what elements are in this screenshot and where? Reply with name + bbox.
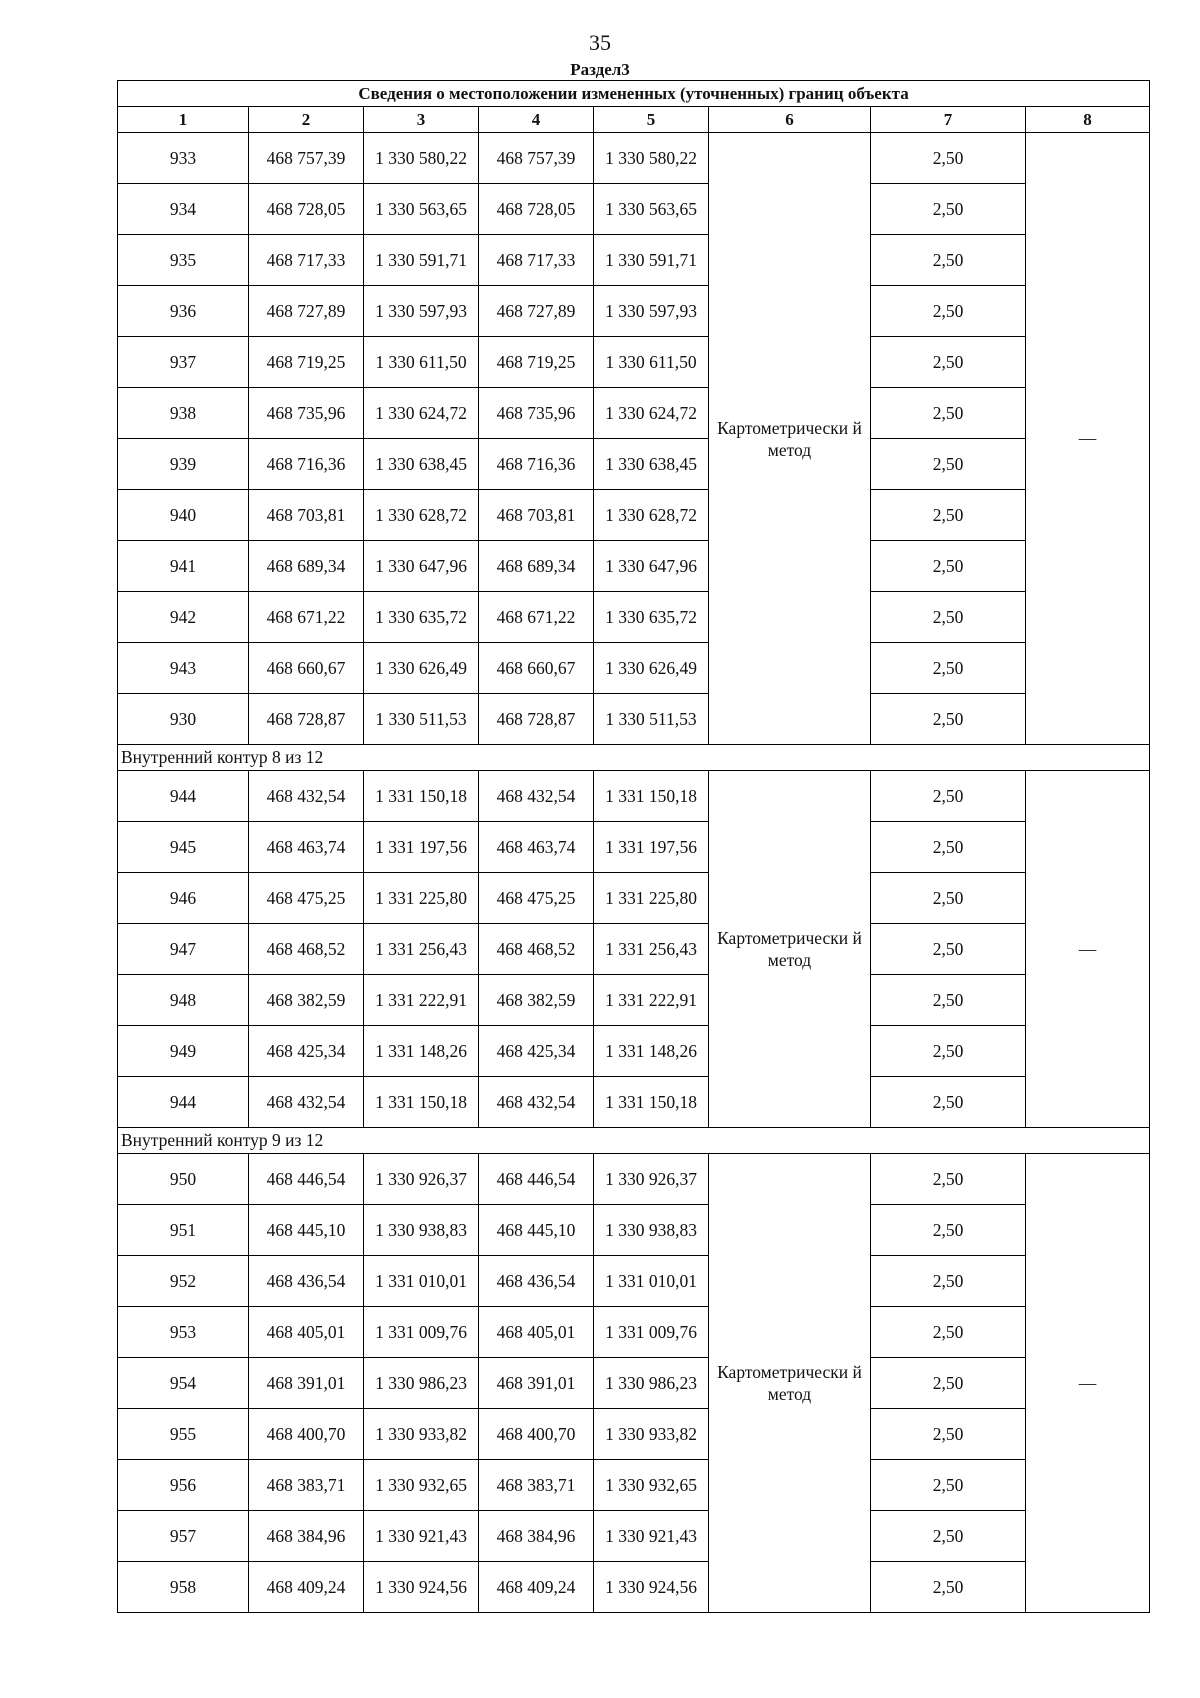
x-old-cell: 468 400,70 xyxy=(249,1409,364,1460)
y-old-cell: 1 330 933,82 xyxy=(364,1409,479,1460)
point-number-cell: 942 xyxy=(118,592,249,643)
accuracy-cell: 2,50 xyxy=(871,388,1026,439)
accuracy-cell: 2,50 xyxy=(871,1409,1026,1460)
table-row xyxy=(118,1026,1150,1077)
y-new-cell: 1 330 932,65 xyxy=(594,1460,709,1511)
x-old-cell: 468 405,01 xyxy=(249,1307,364,1358)
column-number: 5 xyxy=(594,107,709,133)
table-row xyxy=(118,1562,1150,1613)
contour-header-row xyxy=(118,745,1150,771)
column-number: 7 xyxy=(871,107,1026,133)
contour-header-row xyxy=(118,1128,1150,1154)
accuracy-cell: 2,50 xyxy=(871,1307,1026,1358)
x-new-cell: 468 689,34 xyxy=(479,541,594,592)
table-row xyxy=(118,822,1150,873)
table-caption: Сведения о местоположении измененных (уточненных) границ объекта xyxy=(118,81,1150,107)
x-new-cell: 468 445,10 xyxy=(479,1205,594,1256)
point-number-cell: 947 xyxy=(118,924,249,975)
accuracy-cell: 2,50 xyxy=(871,184,1026,235)
x-new-cell: 468 446,54 xyxy=(479,1154,594,1205)
y-new-cell: 1 331 256,43 xyxy=(594,924,709,975)
y-new-cell: 1 330 647,96 xyxy=(594,541,709,592)
y-new-cell: 1 330 597,93 xyxy=(594,286,709,337)
x-new-cell: 468 400,70 xyxy=(479,1409,594,1460)
point-number-cell: 957 xyxy=(118,1511,249,1562)
x-old-cell: 468 445,10 xyxy=(249,1205,364,1256)
x-new-cell: 468 409,24 xyxy=(479,1562,594,1613)
x-old-cell: 468 716,36 xyxy=(249,439,364,490)
y-new-cell: 1 330 938,83 xyxy=(594,1205,709,1256)
y-new-cell: 1 331 010,01 xyxy=(594,1256,709,1307)
accuracy-cell: 2,50 xyxy=(871,1460,1026,1511)
x-new-cell: 468 735,96 xyxy=(479,388,594,439)
point-number-cell: 938 xyxy=(118,388,249,439)
x-old-cell: 468 735,96 xyxy=(249,388,364,439)
point-number-cell: 939 xyxy=(118,439,249,490)
point-number-cell: 948 xyxy=(118,975,249,1026)
point-number-cell: 944 xyxy=(118,771,249,822)
y-old-cell: 1 330 921,43 xyxy=(364,1511,479,1562)
point-number-cell: 930 xyxy=(118,694,249,745)
x-new-cell: 468 660,67 xyxy=(479,643,594,694)
y-old-cell: 1 331 197,56 xyxy=(364,822,479,873)
point-number-cell: 945 xyxy=(118,822,249,873)
y-old-cell: 1 330 624,72 xyxy=(364,388,479,439)
point-number-cell: 953 xyxy=(118,1307,249,1358)
table-row xyxy=(118,771,1150,822)
y-new-cell: 1 330 628,72 xyxy=(594,490,709,541)
table-row xyxy=(118,1256,1150,1307)
point-number-cell: 935 xyxy=(118,235,249,286)
accuracy-cell: 2,50 xyxy=(871,1205,1026,1256)
point-number-cell: 936 xyxy=(118,286,249,337)
x-new-cell: 468 671,22 xyxy=(479,592,594,643)
x-new-cell: 468 391,01 xyxy=(479,1358,594,1409)
y-old-cell: 1 330 932,65 xyxy=(364,1460,479,1511)
accuracy-cell: 2,50 xyxy=(871,771,1026,822)
y-new-cell: 1 331 150,18 xyxy=(594,1077,709,1128)
x-new-cell: 468 463,74 xyxy=(479,822,594,873)
y-old-cell: 1 330 597,93 xyxy=(364,286,479,337)
x-new-cell: 468 757,39 xyxy=(479,133,594,184)
table-row xyxy=(118,388,1150,439)
accuracy-cell: 2,50 xyxy=(871,1562,1026,1613)
y-new-cell: 1 330 511,53 xyxy=(594,694,709,745)
table-row xyxy=(118,1205,1150,1256)
y-new-cell: 1 330 635,72 xyxy=(594,592,709,643)
y-new-cell: 1 330 933,82 xyxy=(594,1409,709,1460)
table-row xyxy=(118,184,1150,235)
y-old-cell: 1 331 150,18 xyxy=(364,771,479,822)
y-old-cell: 1 331 225,80 xyxy=(364,873,479,924)
x-new-cell: 468 405,01 xyxy=(479,1307,594,1358)
table-row xyxy=(118,643,1150,694)
accuracy-cell: 2,50 xyxy=(871,822,1026,873)
x-new-cell: 468 728,87 xyxy=(479,694,594,745)
accuracy-cell: 2,50 xyxy=(871,286,1026,337)
y-old-cell: 1 330 628,72 xyxy=(364,490,479,541)
table-row xyxy=(118,1307,1150,1358)
accuracy-cell: 2,50 xyxy=(871,337,1026,388)
method-cell: Картометрически й метод xyxy=(709,133,871,745)
accuracy-cell: 2,50 xyxy=(871,924,1026,975)
x-old-cell: 468 717,33 xyxy=(249,235,364,286)
table-row xyxy=(118,133,1150,184)
column-number: 8 xyxy=(1026,107,1150,133)
table-row xyxy=(118,337,1150,388)
x-old-cell: 468 757,39 xyxy=(249,133,364,184)
table-row xyxy=(118,873,1150,924)
point-number-cell: 944 xyxy=(118,1077,249,1128)
accuracy-cell: 2,50 xyxy=(871,1154,1026,1205)
y-new-cell: 1 330 611,50 xyxy=(594,337,709,388)
y-new-cell: 1 330 926,37 xyxy=(594,1154,709,1205)
accuracy-cell: 2,50 xyxy=(871,541,1026,592)
table-row xyxy=(118,1460,1150,1511)
point-number-cell: 958 xyxy=(118,1562,249,1613)
accuracy-cell: 2,50 xyxy=(871,490,1026,541)
y-old-cell: 1 330 511,53 xyxy=(364,694,479,745)
x-old-cell: 468 468,52 xyxy=(249,924,364,975)
column-number: 4 xyxy=(479,107,594,133)
x-new-cell: 468 436,54 xyxy=(479,1256,594,1307)
y-new-cell: 1 330 924,56 xyxy=(594,1562,709,1613)
y-old-cell: 1 331 148,26 xyxy=(364,1026,479,1077)
y-old-cell: 1 330 638,45 xyxy=(364,439,479,490)
method-cell: Картометрически й метод xyxy=(709,771,871,1128)
y-old-cell: 1 330 924,56 xyxy=(364,1562,479,1613)
x-new-cell: 468 383,71 xyxy=(479,1460,594,1511)
table-row xyxy=(118,490,1150,541)
table-row xyxy=(118,592,1150,643)
point-number-cell: 954 xyxy=(118,1358,249,1409)
x-old-cell: 468 475,25 xyxy=(249,873,364,924)
point-number-cell: 943 xyxy=(118,643,249,694)
table-row xyxy=(118,1409,1150,1460)
y-old-cell: 1 331 222,91 xyxy=(364,975,479,1026)
x-new-cell: 468 475,25 xyxy=(479,873,594,924)
table-row xyxy=(118,1511,1150,1562)
table-row xyxy=(118,439,1150,490)
accuracy-cell: 2,50 xyxy=(871,1511,1026,1562)
point-number-cell: 933 xyxy=(118,133,249,184)
x-new-cell: 468 425,34 xyxy=(479,1026,594,1077)
x-new-cell: 468 382,59 xyxy=(479,975,594,1026)
accuracy-cell: 2,50 xyxy=(871,1077,1026,1128)
accuracy-cell: 2,50 xyxy=(871,643,1026,694)
x-old-cell: 468 436,54 xyxy=(249,1256,364,1307)
y-new-cell: 1 330 921,43 xyxy=(594,1511,709,1562)
accuracy-cell: 2,50 xyxy=(871,592,1026,643)
x-old-cell: 468 383,71 xyxy=(249,1460,364,1511)
description-cell: — xyxy=(1026,771,1150,1128)
x-old-cell: 468 425,34 xyxy=(249,1026,364,1077)
y-new-cell: 1 330 591,71 xyxy=(594,235,709,286)
y-new-cell: 1 330 563,65 xyxy=(594,184,709,235)
x-old-cell: 468 703,81 xyxy=(249,490,364,541)
point-number-cell: 941 xyxy=(118,541,249,592)
x-old-cell: 468 689,34 xyxy=(249,541,364,592)
accuracy-cell: 2,50 xyxy=(871,975,1026,1026)
table-row xyxy=(118,541,1150,592)
point-number-cell: 952 xyxy=(118,1256,249,1307)
table-row xyxy=(118,1077,1150,1128)
y-old-cell: 1 330 647,96 xyxy=(364,541,479,592)
y-new-cell: 1 331 222,91 xyxy=(594,975,709,1026)
point-number-cell: 946 xyxy=(118,873,249,924)
y-new-cell: 1 330 638,45 xyxy=(594,439,709,490)
x-new-cell: 468 728,05 xyxy=(479,184,594,235)
accuracy-cell: 2,50 xyxy=(871,439,1026,490)
description-cell: — xyxy=(1026,133,1150,745)
x-old-cell: 468 660,67 xyxy=(249,643,364,694)
y-new-cell: 1 331 225,80 xyxy=(594,873,709,924)
method-cell: Картометрически й метод xyxy=(709,1154,871,1613)
x-old-cell: 468 671,22 xyxy=(249,592,364,643)
x-new-cell: 468 703,81 xyxy=(479,490,594,541)
point-number-cell: 940 xyxy=(118,490,249,541)
point-number-cell: 956 xyxy=(118,1460,249,1511)
accuracy-cell: 2,50 xyxy=(871,873,1026,924)
point-number-cell: 949 xyxy=(118,1026,249,1077)
coordinates-table xyxy=(117,80,1150,1613)
x-new-cell: 468 727,89 xyxy=(479,286,594,337)
x-old-cell: 468 409,24 xyxy=(249,1562,364,1613)
column-number: 6 xyxy=(709,107,871,133)
table-row xyxy=(118,975,1150,1026)
y-new-cell: 1 331 148,26 xyxy=(594,1026,709,1077)
page-number: 35 xyxy=(589,30,611,55)
table-row xyxy=(118,694,1150,745)
point-number-cell: 955 xyxy=(118,1409,249,1460)
y-new-cell: 1 330 624,72 xyxy=(594,388,709,439)
x-old-cell: 468 382,59 xyxy=(249,975,364,1026)
contour-label: Внутренний контур 8 из 12 xyxy=(118,745,1150,771)
y-old-cell: 1 331 256,43 xyxy=(364,924,479,975)
point-number-cell: 951 xyxy=(118,1205,249,1256)
y-old-cell: 1 331 009,76 xyxy=(364,1307,479,1358)
accuracy-cell: 2,50 xyxy=(871,1026,1026,1077)
table-row xyxy=(118,286,1150,337)
y-old-cell: 1 330 938,83 xyxy=(364,1205,479,1256)
x-new-cell: 468 432,54 xyxy=(479,1077,594,1128)
contour-label: Внутренний контур 9 из 12 xyxy=(118,1128,1150,1154)
point-number-cell: 934 xyxy=(118,184,249,235)
table-row xyxy=(118,1154,1150,1205)
y-old-cell: 1 330 626,49 xyxy=(364,643,479,694)
y-new-cell: 1 330 986,23 xyxy=(594,1358,709,1409)
column-number: 3 xyxy=(364,107,479,133)
x-new-cell: 468 468,52 xyxy=(479,924,594,975)
column-number: 2 xyxy=(249,107,364,133)
x-new-cell: 468 716,36 xyxy=(479,439,594,490)
x-old-cell: 468 446,54 xyxy=(249,1154,364,1205)
y-new-cell: 1 331 197,56 xyxy=(594,822,709,873)
accuracy-cell: 2,50 xyxy=(871,133,1026,184)
y-old-cell: 1 330 611,50 xyxy=(364,337,479,388)
x-old-cell: 468 463,74 xyxy=(249,822,364,873)
y-new-cell: 1 331 150,18 xyxy=(594,771,709,822)
x-new-cell: 468 432,54 xyxy=(479,771,594,822)
y-old-cell: 1 330 563,65 xyxy=(364,184,479,235)
accuracy-cell: 2,50 xyxy=(871,694,1026,745)
y-new-cell: 1 330 580,22 xyxy=(594,133,709,184)
table-row xyxy=(118,235,1150,286)
y-new-cell: 1 331 009,76 xyxy=(594,1307,709,1358)
y-old-cell: 1 331 150,18 xyxy=(364,1077,479,1128)
y-old-cell: 1 330 926,37 xyxy=(364,1154,479,1205)
y-new-cell: 1 330 626,49 xyxy=(594,643,709,694)
y-old-cell: 1 330 591,71 xyxy=(364,235,479,286)
x-old-cell: 468 384,96 xyxy=(249,1511,364,1562)
y-old-cell: 1 330 986,23 xyxy=(364,1358,479,1409)
x-new-cell: 468 717,33 xyxy=(479,235,594,286)
table-row xyxy=(118,1358,1150,1409)
table-row xyxy=(118,924,1150,975)
column-number-row xyxy=(118,107,1150,133)
section-title: Раздел3 xyxy=(570,60,630,79)
column-number: 1 xyxy=(118,107,249,133)
x-old-cell: 468 727,89 xyxy=(249,286,364,337)
point-number-cell: 937 xyxy=(118,337,249,388)
x-old-cell: 468 432,54 xyxy=(249,771,364,822)
accuracy-cell: 2,50 xyxy=(871,235,1026,286)
y-old-cell: 1 330 635,72 xyxy=(364,592,479,643)
accuracy-cell: 2,50 xyxy=(871,1358,1026,1409)
accuracy-cell: 2,50 xyxy=(871,1256,1026,1307)
x-old-cell: 468 728,05 xyxy=(249,184,364,235)
point-number-cell: 950 xyxy=(118,1154,249,1205)
x-old-cell: 468 719,25 xyxy=(249,337,364,388)
x-old-cell: 468 728,87 xyxy=(249,694,364,745)
x-old-cell: 468 432,54 xyxy=(249,1077,364,1128)
description-cell: — xyxy=(1026,1154,1150,1613)
x-old-cell: 468 391,01 xyxy=(249,1358,364,1409)
x-new-cell: 468 384,96 xyxy=(479,1511,594,1562)
y-old-cell: 1 330 580,22 xyxy=(364,133,479,184)
x-new-cell: 468 719,25 xyxy=(479,337,594,388)
y-old-cell: 1 331 010,01 xyxy=(364,1256,479,1307)
